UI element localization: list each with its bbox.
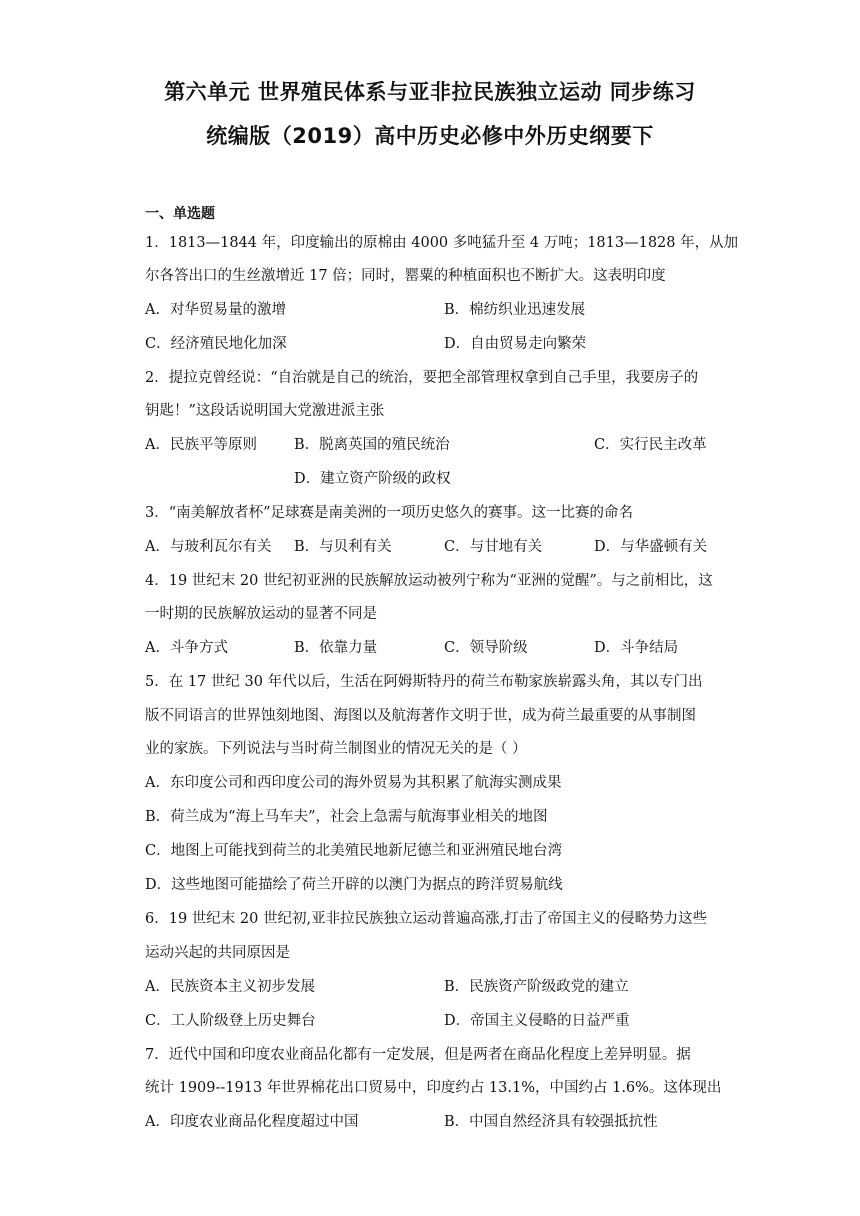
question-6-stem-line-2: 运动兴起的共同原因是 [145, 945, 290, 961]
question-2-option-c: C．实行民主改革 [594, 437, 707, 453]
question-4-option-c: C．领导阶级 [444, 640, 528, 656]
question-6-stem-line-1: 6．19 世纪末 20 世纪初,亚非拉民族独立运动普遍高涨,打击了帝国主义的侵略势力这些 [145, 911, 708, 927]
question-6-option-a: A．民族资本主义初步发展 [145, 979, 315, 995]
question-1-option-a: A．对华贸易量的激增 [145, 302, 286, 318]
question-1-stem-line-2: 尔各答出口的生丝激增近 17 倍；同时，罂粟的种植面积也不断扩大。这表明印度 [145, 268, 666, 284]
document-subtitle: 统编版（2019）高中历史必修中外历史纲要下 [206, 124, 654, 148]
question-2-option-d: D．建立资产阶级的政权 [294, 471, 451, 487]
question-6-option-d: D．帝国主义侵略的日益严重 [444, 1013, 630, 1029]
question-6-option-b: B．民族资产阶级政党的建立 [444, 979, 629, 995]
question-3-option-a: A．与玻利瓦尔有关 [145, 539, 272, 555]
question-3-option-c: C．与甘地有关 [444, 539, 543, 555]
question-1-stem-line-1: 1．1813—1844 年，印度输出的原棉由 4000 多吨猛升至 4 万吨；1813—1828 年，从加 [145, 235, 739, 251]
question-3-option-d: D．与华盛顿有关 [594, 539, 708, 555]
question-1-option-d: D．自由贸易走向繁荣 [444, 336, 587, 352]
question-6-option-c: C．工人阶级登上历史舞台 [145, 1013, 316, 1029]
question-2-option-a: A．民族平等原则 [145, 437, 257, 453]
question-3-option-b: B．与贝利有关 [294, 539, 392, 555]
question-5-stem-line-3: 业的家族。下列说法与当时荷兰制图业的情况无关的是（ ） [145, 741, 527, 757]
question-3-stem-line-1: 3．“南美解放者杯”足球赛是南美洲的一项历史悠久的赛事。这一比赛的命名 [145, 505, 634, 521]
section-heading: 一、单选题 [145, 206, 215, 222]
question-5-option-b: B．荷兰成为“海上马车夫”，社会上急需与航海事业相关的地图 [145, 809, 548, 825]
question-5-stem-line-1: 5．在 17 世纪 30 年代以后，生活在阿姆斯特丹的荷兰布勒家族崭露头角，其以专门出 [145, 674, 703, 690]
document-title: 第六单元 世界殖民体系与亚非拉民族独立运动 同步练习 [164, 80, 696, 104]
question-2-stem-line-2: 钥匙！”这段话说明国大党激进派主张 [145, 403, 385, 419]
question-4-option-a: A．斗争方式 [145, 640, 228, 656]
question-7-stem-line-2: 统计 1909--1913 年世界棉花出口贸易中，印度约占 13.1%，中国约占 1.6%。这体现出 [145, 1080, 722, 1096]
question-5-stem-line-2: 版不同语言的世界蚀刻地图、海图以及航海著作文明于世，成为荷兰最重要的从事制图 [145, 708, 696, 724]
question-7-stem-line-1: 7．近代中国和印度农业商品化都有一定发展，但是两者在商品化程度上差异明显。据 [145, 1047, 691, 1063]
question-7-option-b: B．中国自然经济具有较强抵抗性 [444, 1114, 658, 1130]
question-4-stem-line-2: 一时期的民族解放运动的显著不同是 [145, 606, 377, 622]
question-7-option-a: A．印度农业商品化程度超过中国 [145, 1114, 359, 1130]
question-4-stem-line-1: 4．19 世纪末 20 世纪初亚洲的民族解放运动被列宁称为“亚洲的觉醒”。与之前相比，这 [145, 573, 713, 589]
question-5-option-d: D．这些地图可能描绘了荷兰开辟的以澳门为据点的跨洋贸易航线 [145, 877, 563, 893]
question-2-option-b: B．脱离英国的殖民统治 [294, 437, 450, 453]
question-2-stem-line-1: 2．提拉克曾经说：“自治就是自己的统治，要把全部管理权拿到自己手里，我要房子的 [145, 370, 699, 386]
question-4-option-d: D．斗争结局 [594, 640, 679, 656]
question-5-option-c: C．地图上可能找到荷兰的北美殖民地新尼德兰和亚洲殖民地台湾 [145, 843, 563, 859]
question-1-option-c: C．经济殖民地化加深 [145, 336, 287, 352]
question-5-option-a: A．东印度公司和西印度公司的海外贸易为其积累了航海实测成果 [145, 775, 562, 791]
question-1-option-b: B．棉纺织业迅速发展 [444, 302, 586, 318]
question-4-option-b: B．依靠力量 [294, 640, 378, 656]
